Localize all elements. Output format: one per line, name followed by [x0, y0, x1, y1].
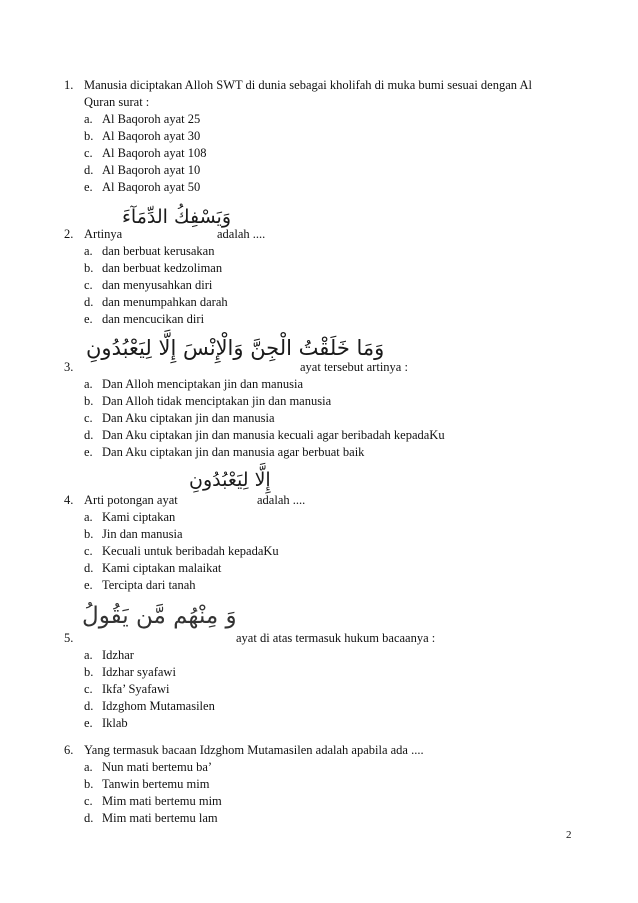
question-number: 5. — [64, 631, 74, 645]
question-number: 2. — [64, 227, 74, 241]
question-text: adalah .... — [217, 227, 266, 241]
question-text: ayat tersebut artinya : — [300, 360, 408, 374]
question-4: إِلَّا لِيَعْبُدُونِ 4. Arti potongan ayat adalah .... a. Kami ciptakan b. Jin dan manusia c. Kecuali untuk beribadah kepadaKu d. Kami ciptakan malaikat e. Tercipta dari tanah — [64, 469, 306, 592]
page-number: 2 — [566, 829, 572, 841]
arabic-verse: إِلَّا لِيَعْبُدُونِ — [189, 469, 271, 491]
question-text: Artinya — [84, 227, 123, 241]
question-text: Quran surat : — [84, 95, 150, 109]
question-1: 1. Manusia diciptakan Alloh SWT di dunia sebagai kholifah di muka bumi sesuai dengan Al Quran surat : a. Al Baqoroh ayat 25 b. Al Baqoroh ayat 30 c. Al Baqoroh ayat 108 d. Al Baqoroh ayat 10 e. Al Baqoroh ayat 50 — [64, 78, 532, 194]
question-3: وَمَا خَلَقْتُ الْجِنَّ وَالْإِنْسَ إِلَّا لِيَعْبُدُونِ 3. ayat tersebut artinya : a. Dan Alloh menciptakan jin dan manusia b. Dan Alloh tidak menciptakan jin dan manusia c. Dan Aku ciptakan jin dan manusia d. Dan Aku ciptakan jin dan manusia kecuali agar beribadah kepadaKu e. Dan Aku ciptakan jin dan manusia agar berbuat baik — [64, 336, 445, 459]
question-number: 6. — [64, 743, 74, 757]
question-2: وَيَسْفِكُ الدِّمَآءَ 2. Artinya adalah .... a. dan berbuat kerusakan b. dan berbuat kedzoliman c. dan menyusahkan diri d. dan menumpahkan darah e. dan mencucikan diri — [64, 206, 266, 326]
arabic-verse: وَمَا خَلَقْتُ الْجِنَّ وَالْإِنْسَ إِلَّا لِيَعْبُدُونِ — [86, 336, 385, 360]
question-5: وَ مِنْهُم مَّن يَقُولُ 5. ayat di atas termasuk hukum bacaanya : a. Idzhar b. Idzhar syafawi c. Ikfa’ Syafawi d. Idzghom Mutamasilen e. Iklab — [64, 603, 436, 730]
question-text: adalah .... — [257, 493, 306, 507]
question-text: Manusia diciptakan Alloh SWT di dunia sebagai kholifah di muka bumi sesuai dengan Al — [84, 78, 532, 92]
question-text: Arti potongan ayat — [84, 493, 178, 507]
arabic-verse: وَيَسْفِكُ الدِّمَآءَ — [122, 206, 232, 228]
question-number: 3. — [64, 360, 74, 374]
arabic-verse: وَ مِنْهُم مَّن يَقُولُ — [82, 603, 237, 629]
question-text: Yang termasuk bacaan Idzghom Mutamasilen adalah apabila ada .... — [84, 743, 424, 757]
question-number: 4. — [64, 493, 74, 507]
question-text: ayat di atas termasuk hukum bacaanya : — [236, 631, 436, 645]
question-6: 6. Yang termasuk bacaan Idzghom Mutamasilen adalah apabila ada .... a. Nun mati bertemu ba’ b. Tanwin bertemu mim c. Mim mati bertemu mim d. Mim mati bertemu lam — [64, 743, 424, 825]
question-number: 1. — [64, 78, 74, 92]
